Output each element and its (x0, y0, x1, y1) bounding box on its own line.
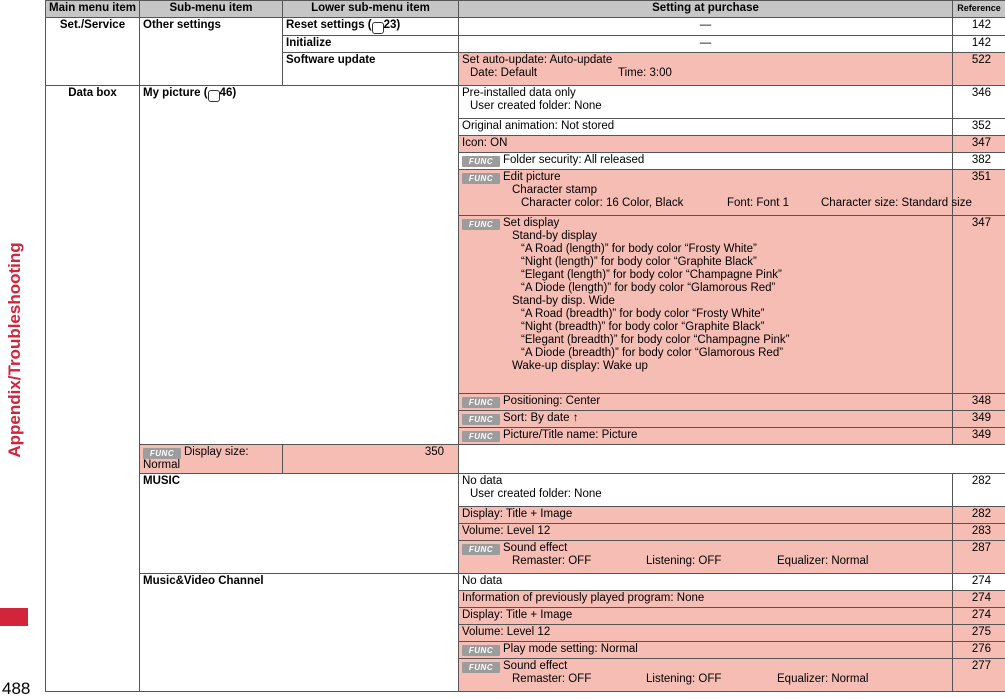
reference-page: 274 (953, 591, 1005, 608)
setting-value: FUNC Display size: Normal (140, 445, 283, 474)
func-icon: FUNC (462, 219, 500, 230)
page-number: 488 (2, 679, 30, 699)
menu-icon (208, 90, 220, 102)
reference-page: 282 (953, 507, 1005, 524)
table-row (46, 445, 1005, 474)
reference-page: 142 (953, 18, 1005, 36)
func-icon: FUNC (462, 156, 500, 167)
reference-page: 282 (953, 474, 1005, 507)
reference-page: 349 (953, 411, 1005, 428)
reference-page: 276 (953, 642, 1005, 659)
setting-value: No data (459, 574, 953, 591)
sub-item-other-settings: Other settings (140, 18, 283, 86)
header-lower: Lower sub-menu item (283, 1, 459, 18)
reference-page: 142 (953, 36, 1005, 53)
setting-value: Pre-installed data only User created folder: None (459, 86, 953, 119)
setting-value: Display: Title + Image (459, 608, 953, 625)
header-main: Main menu item (46, 1, 140, 18)
setting-value: FUNC Sort: By date ↑ (459, 411, 953, 428)
main-item-set-service: Set./Service (46, 18, 140, 86)
func-icon: FUNC (462, 173, 500, 184)
setting-value: No data User created folder: None (459, 474, 953, 507)
settings-table (45, 0, 1005, 692)
setting-value: FUNC Set display Stand-by display “A Road (length)” for body color “Frosty White” “Night (length)” for body color “Graphite Black” “Elegant (length)” for body color “Champagne Pink” “A Diode (length)” for body color “Glamorous Red” Stand-by disp. Wide “A Road (breadth)” for body color “Frosty White” “Night (breadth)” for body color “Graphite Black” “Elegant (breadth)” for body color “Champagne Pink” “A Diode (breadth)” for body color “Glamorous Red” Wake-up display: Wake up (459, 216, 953, 394)
main-item-data-box: Data box (46, 86, 140, 692)
reference-page: 382 (953, 153, 1005, 170)
sub-item-music: MUSIC (140, 474, 459, 574)
setting-value: — (459, 36, 953, 53)
setting-value: Information of previously played program: None (459, 591, 953, 608)
arrow-up-icon: ↑ (573, 412, 579, 424)
table-row (46, 574, 1005, 591)
reference-page: 347 (953, 136, 1005, 153)
setting-value: Volume: Level 12 (459, 625, 953, 642)
reference-page: 347 (953, 216, 1005, 394)
setting-value: Display: Title + Image (459, 507, 953, 524)
sub-item-music-video-channel: Music&Video Channel (140, 574, 459, 692)
reference-page: 275 (953, 625, 1005, 642)
setting-value: Set auto-update: Auto-update Date: Default Time: 3:00 (459, 53, 953, 86)
setting-value: FUNC Positioning: Center (459, 394, 953, 411)
setting-value: Volume: Level 12 (459, 524, 953, 541)
setting-value: FUNC Picture/Title name: Picture (459, 428, 953, 445)
setting-value: FUNC Play mode setting: Normal (459, 642, 953, 659)
header-reference: Reference (953, 1, 1005, 18)
reference-page: 348 (953, 394, 1005, 411)
setting-value: — (459, 18, 953, 36)
func-icon: FUNC (143, 448, 181, 459)
header-sub: Sub-menu item (140, 1, 283, 18)
lower-item-software-update: Software update (283, 53, 459, 86)
table-row (46, 18, 1005, 36)
reference-page: 274 (953, 574, 1005, 591)
reference-page: 349 (953, 428, 1005, 445)
menu-icon (372, 22, 384, 34)
reference-page: 352 (953, 119, 1005, 136)
reference-page: 283 (953, 524, 1005, 541)
table-row (46, 86, 1005, 119)
sub-item-my-picture: My picture ( 46) (140, 86, 459, 445)
func-icon: FUNC (462, 662, 500, 673)
func-icon: FUNC (462, 645, 500, 656)
func-icon: FUNC (462, 431, 500, 442)
reference-page: 346 (953, 86, 1005, 119)
side-tab-marker (0, 608, 28, 626)
setting-value: Original animation: Not stored (459, 119, 953, 136)
reference-page: 274 (953, 608, 1005, 625)
setting-value: Icon: ON (459, 136, 953, 153)
lower-item-reset-settings: Reset settings ( 23) (283, 18, 459, 36)
reference-page: 287 (953, 541, 1005, 574)
side-tab-label: Appendix/Troubleshooting (5, 225, 25, 475)
setting-value: FUNC Sound effect Remaster: OFF Listening: OFF Equalizer: Normal (459, 659, 953, 692)
table-header-row (46, 1, 1005, 18)
header-setting: Setting at purchase (459, 1, 953, 18)
func-icon: FUNC (462, 544, 500, 555)
reference-page: 350 (283, 445, 459, 474)
func-icon: FUNC (462, 397, 500, 408)
reference-page: 277 (953, 659, 1005, 692)
reference-page: 522 (953, 53, 1005, 86)
setting-value: FUNC Folder security: All released (459, 153, 953, 170)
setting-value: FUNC Sound effect Remaster: OFF Listening: OFF Equalizer: Normal (459, 541, 953, 574)
reference-page: 351 (953, 170, 1005, 216)
func-icon: FUNC (462, 414, 500, 425)
table-row (46, 474, 1005, 507)
setting-value: FUNC Edit picture Character stamp Character color: 16 Color, Black Font: Font 1 Character size: Standard size (459, 170, 953, 216)
lower-item-initialize: Initialize (283, 36, 459, 53)
side-tab (0, 0, 28, 698)
